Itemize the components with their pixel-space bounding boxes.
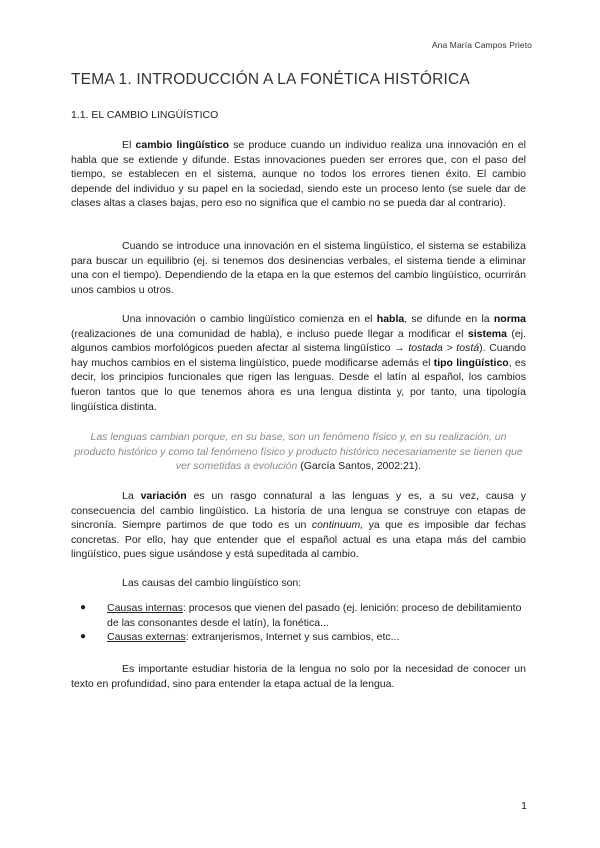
list-item-causas-externas: ● Causas externas: extranjerismos, Internet y sus cambios, etc...: [80, 631, 400, 644]
causas-externas-label: Causas externas: [107, 631, 186, 644]
term-tipo-linguistico: tipo lingüístico: [433, 356, 509, 369]
term-variacion: variación: [140, 490, 187, 502]
document-title: TEMA 1. INTRODUCCIÓN A LA FONÉTICA HISTÓRICA: [71, 71, 470, 88]
quote-text: Las lenguas cambian porque, en su base, son un fenómeno físico y, en su realización, un producto histórico y como tal fenómeno físico y producto histórico necesariamente se tienen que ver sometidas a evolución: [74, 431, 523, 473]
header-author: Ana María Campos Prieto: [431, 40, 532, 50]
causes-list: [80, 601, 526, 645]
quote-citation: (García Santos, 2002:21).: [297, 460, 422, 473]
block-quote: [71, 430, 526, 474]
term-sistema: sistema: [467, 327, 507, 340]
causas-internas-label: Causas internas: [107, 602, 183, 614]
paragraph-habla-norma-sistema: Una innovación o cambio lingüístico comienza en el habla, se difunde en la norma (realizaciones de una comunidad de habla), e incluso puede llegar a modificar el sistema (ej. algunos cambios morfológicos pueden afectar al sistema lingüístico → tostada > tostá). Cuando hay muchos cambios en el sistema lingüístico, puede modificarse además el tipo lingüístico, es decir, los principios funcionales que rigen las lenguas. Desde el latín al español, los cambios fueron tantos que lo que tenemos ahora es una lengua distinta y, por tanto, una tipología lingüística distinta.: [71, 313, 526, 413]
bullet-icon: ●: [80, 631, 87, 643]
bullet-icon: ●: [80, 602, 87, 613]
list-item-causas-internas: ● Causas internas: procesos que vienen del pasado (ej. lenición: proceso de debilitamiento de las consonantes desde el latín), la fonética...: [80, 602, 522, 629]
example-tostada: tostada > tostá: [408, 342, 480, 355]
term-cambio-linguistico: cambio lingüístico: [135, 139, 229, 151]
paragraph-variacion: La variación es un rasgo connatural a las lenguas y es, a su vez, causa y consecuencia del cambio lingüístico. La historia de una lengua se construye con etapas de sincronía. Siempre partimos de que todo es un continuum, ya que es imposible dar fechas concretas. Por ello, hay que entender que el español actual es una etapa más del cambio lingüístico, pues sigue usándose y está supeditada al cambio.: [71, 490, 526, 561]
page-number: 1: [521, 800, 527, 812]
paragraph-importancia: Es importante estudiar historia de la lengua no solo por la necesidad de conocer un texto en profundidad, sino para entender la etapa actual de la lengua.: [71, 663, 526, 690]
section-heading: 1.1. EL CAMBIO LINGÜÍSTICO: [71, 109, 219, 121]
paragraph-causas-intro: Las causas del cambio lingüístico son:: [122, 577, 302, 589]
paragraph-innovacion-sistema: Cuando se introduce una innovación en el sistema lingüístico, el sistema se estabiliza para buscar un equilibrio (ej. si tenemos dos desinencias verbales, el sistema tiende a eliminar una con el tiempo). Dependiendo de la etapa en la que estemos del cambio lingüístico, ocurrirán unos cambios u otros.: [71, 240, 526, 296]
term-norma: norma: [493, 313, 526, 325]
term-habla: habla: [376, 313, 405, 325]
paragraph-cambio: El cambio lingüístico se produce cuando un individuo realiza una innovación en el habla que se extiende y difunde. Estas innovaciones pueden ser errores que, con el paso del tiempo, se establecen en el sistema, aunque no todos los errores tienen éxito. El cambio depende del individuo y su papel en la sociedad, siendo este un proceso lento (se suele dar de clases altas a clases bajas, pero eso no significa que el cambio no se pueda dar al contrario).: [71, 139, 526, 210]
term-continuum: continuum,: [311, 519, 364, 532]
